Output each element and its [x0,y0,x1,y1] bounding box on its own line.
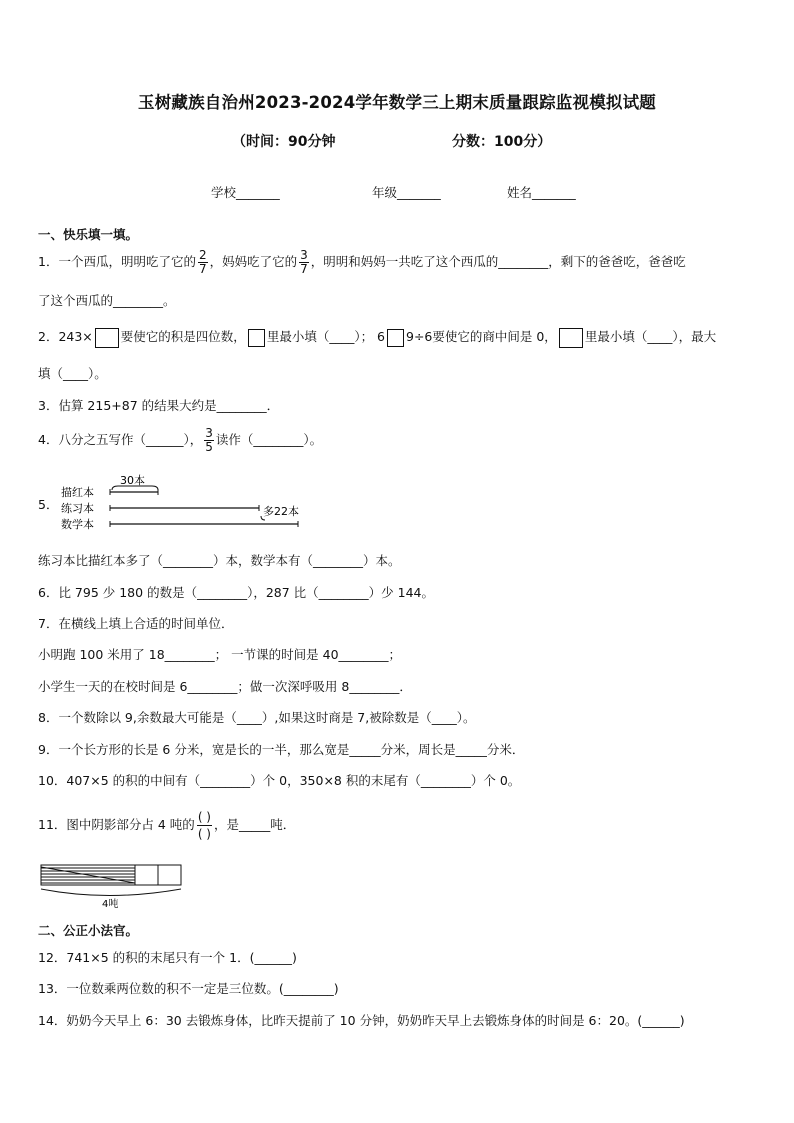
question-7-line1: 小明跑 100 米用了 18________； 一节课的时间是 40________； [38,647,402,662]
question-2-cont: 填（____）。 [38,366,107,381]
line-segment-diagram [58,472,308,532]
label-4-ton: 4吨 [102,899,119,910]
score-label: 分数：100分） [452,134,552,150]
name-field[interactable]: 姓名_______ [507,185,576,200]
question-4: 4．八分之五写作（______）， $\frac{3}{5}$ 读作（________）。 [38,426,323,454]
question-6: 6．比 795 少 180 的数是（________），287 比（________）少 144。 [38,585,434,600]
label-miaohong: 描红本 [61,486,94,499]
question-7: 7．在横线上填上合适的时间单位． [38,616,234,631]
question-12: 12．741×5 的积的末尾只有一个 1．(______) [38,950,297,965]
blank-box[interactable] [387,329,404,347]
page-title: 玉树藏族自治州2023-2024学年数学三上期末质量跟踪监视模拟试题 [138,93,656,112]
school-field[interactable]: 学校_______ [211,185,280,200]
question-5-number: 5． [38,497,59,512]
question-5-text: 练习本比描红本多了（________）本，数学本有（________）本。 [38,553,401,568]
fraction-2-7: $\frac{2}{7}$ [198,248,207,276]
label-shuxue: 数学本 [61,518,94,531]
grade-field[interactable]: 年级_______ [372,185,441,200]
question-11: 11．图中阴影部分占 4 吨的 $\frac{( )}{( )}$ ，是_____吨． [38,810,296,841]
question-14: 14．奶奶今天早上 6：30 去锻炼身体，比昨天提前了 10 分钟，奶奶昨天早上去锻炼身体的时间是 6：20。(______) [38,1013,685,1028]
label-more-22: 多22本 [263,505,299,518]
question-9: 9．一个长方形的长是 6 分米，宽是长的一半，那么宽是_____分米，周长是_____分米． [38,742,525,757]
label-lianxi: 练习本 [61,502,94,515]
blank-box[interactable] [559,328,583,348]
blank-box[interactable] [95,328,119,348]
question-13: 13．一位数乘两位数的积不一定是三位数。(________) [38,981,339,996]
section-header-1: 一、快乐填一填。 [38,227,139,242]
time-label: （时间：90分钟 [232,134,336,150]
question-3: 3．估算 215+87 的结果大约是________． [38,398,280,413]
label-30: 30本 [120,474,145,487]
question-10: 10．407×5 的积的中间有（________）个 0，350×8 积的末尾有（________）个 0。 [38,773,521,788]
question-2: 2．243× 要使它的积是四位数， 里最小填（____）； 6 9÷6要使它的商中间是 0， 里最小填（____），最大 [38,327,716,348]
question-7-line2: 小学生一天的在校时间是 6________；做一次深呼吸用 8________． [38,679,412,694]
question-8: 8．一个数除以 9,余数最大可能是（____）,如果这时商是 7,被除数是（____）。 [38,710,476,725]
section-header-2: 二、公正小法官。 [38,923,139,938]
question-1: 1．一个西瓜，明明吃了它的 $\frac{2}{7}$ ，妈妈吃了它的 $\frac{3}{7}$ ，明明和妈妈一共吃了这个西瓜的________，剩下的爸爸吃，爸爸吃 [38,248,686,276]
shaded-bar-diagram [38,862,188,912]
blank-box[interactable] [248,329,265,347]
fraction-blank: $\frac{( )}{( )}$ [197,810,211,841]
question-1-cont: 了这个西瓜的________。 [38,293,176,308]
fraction-3-5: $\frac{3}{5}$ [205,426,213,454]
fraction-3-7: $\frac{3}{7}$ [300,248,308,276]
